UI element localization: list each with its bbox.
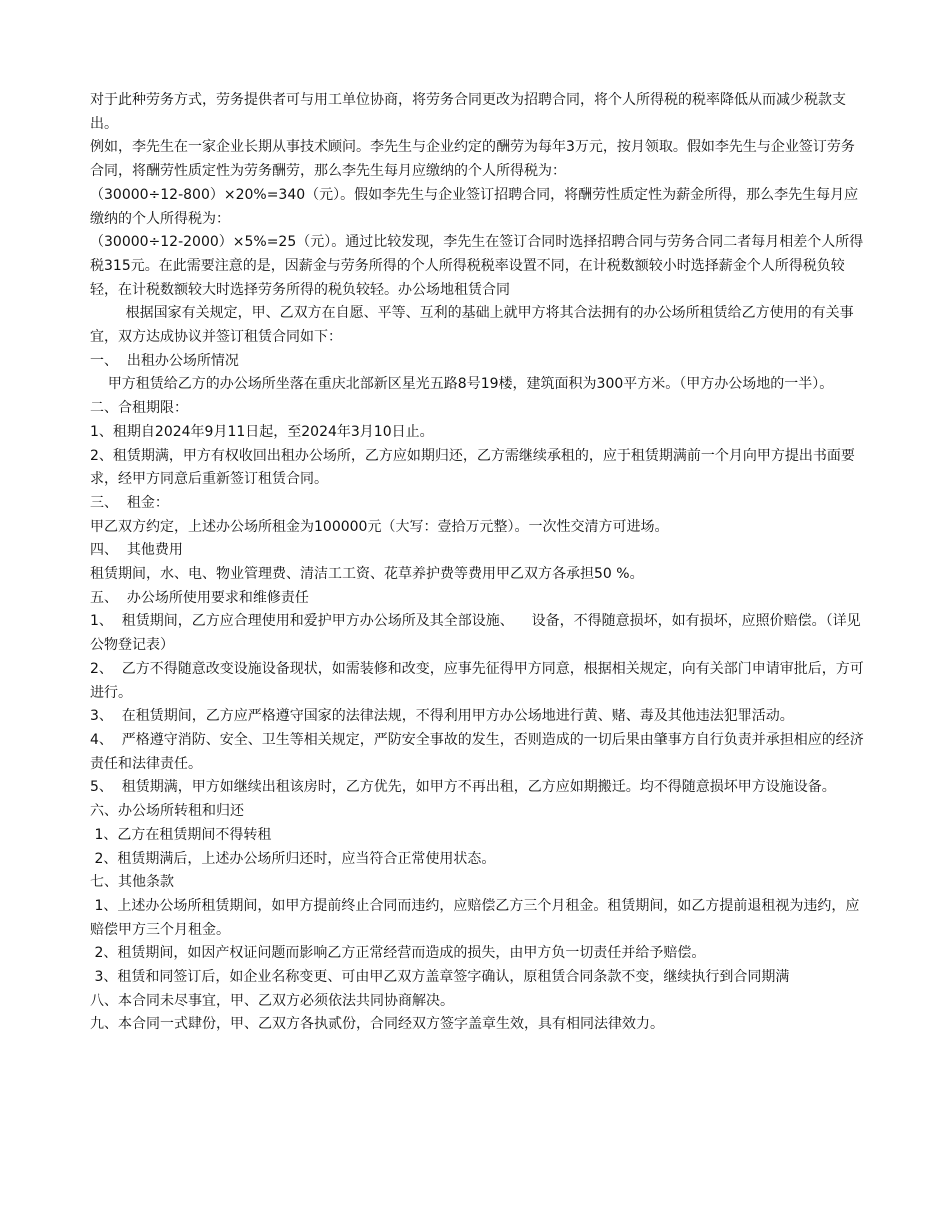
paragraph-example: 例如，李先生在一家企业长期从事技术顾问。李先生与企业约定的酬劳为每年3万元，按月领取。假如李先生与企业签订劳务合同，将酬劳性质定性为劳务酬劳，那么李先生每月应缴纳的个人所得税为：	[90, 139, 855, 180]
clause-2-1: 1、租期自2024年9月11日起，至2024年3月10日止。	[90, 423, 434, 440]
paragraph-other-fees: 租赁期间，水、电、物业管理费、清洁工工资、花草养护费等费用甲乙双方各承担50 %。	[90, 566, 644, 583]
paragraph-premises: 甲方租赁给乙方的办公场所坐落在重庆北部新区星光五路8号19楼，建筑面积为300平方米。（甲方办公场地的一半）。	[90, 376, 834, 393]
clause-7-3: 3、租赁和同签订后，如企业名称变更、可由甲乙双方盖章签字确认，原租赁合同条款不变，继续执行到合同期满	[90, 969, 790, 986]
document-body	[90, 89, 865, 1037]
section-heading-9: 九、本合同一式肆份，甲、乙双方各执贰份，合同经双方签字盖章生效，具有相同法律效力。	[90, 1016, 664, 1033]
paragraph-contract-preamble: 根据国家有关规定，甲、乙双方在自愿、平等、互利的基础上就甲方将其合法拥有的办公场所租赁给乙方使用的有关事宜，双方达成协议并签订租赁合同如下：	[90, 305, 854, 346]
clause-5-4: 4、 严格遵守消防、安全、卫生等相关规定，严防安全事故的发生，否则造成的一切后果由肇事方自行负责并承担相应的经济责任和法律责任。	[90, 731, 864, 772]
section-heading-4: 四、 其他费用	[90, 542, 183, 559]
section-heading-7: 七、其他条款	[90, 874, 174, 891]
paragraph-tax-intro: 对于此种劳务方式，劳务提供者可与用工单位协商，将劳务合同更改为招聘合同，将个人所得税的税率降低从而减少税款支出。	[90, 92, 846, 132]
section-heading-2: 二、合租期限：	[90, 400, 188, 417]
clause-7-1: 1、上述办公场所租赁期间，如甲方提前终止合同而违约，应赔偿乙方三个月租金。租赁期间，如乙方提前退租视为违约，应赔偿甲方三个月租金。	[90, 897, 860, 938]
clause-5-1: 1、 租赁期间，乙方应合理使用和爱护甲方办公场所及其全部设施、 设备，不得随意损坏，如有损坏，应照价赔偿。（详见公物登记表）	[90, 613, 861, 654]
clause-7-2: 2、租赁期间，如因产权证问题而影响乙方正常经营而造成的损失，由甲方负一切责任并给予赔偿。	[90, 945, 706, 962]
clause-5-3: 3、 在租赁期间，乙方应严格遵守国家的法律法规，不得利用甲方办公场地进行黄、赌、毒及其他违法犯罪活动。	[90, 708, 794, 725]
section-heading-1: 一、 出租办公场所情况	[90, 352, 239, 369]
clause-6-2: 2、租赁期满后，上述办公场所归还时，应当符合正常使用状态。	[90, 850, 496, 867]
section-heading-5: 五、 办公场所使用要求和维修责任	[90, 589, 309, 606]
paragraph-salary-calc: （30000÷12-2000）×5%=25（元）。通过比较发现，李先生在签订合同时选择招聘合同与劳务合同二者每月相差个人所得税315元。在此需要注意的是，因薪金与劳务所得的个人所得税税率设置不同，在计税数额较小时选择薪金个人所得税负较轻，在计税数额较大时选择劳务所得的税负较轻。办公场地租赁合同	[90, 234, 864, 298]
clause-6-1: 1、乙方在租赁期间不得转租	[90, 826, 272, 843]
clause-5-2: 2、 乙方不得随意改变设施设备现状，如需装修和改变，应事先征得甲方同意，根据相关规定，向有关部门申请审批后，方可进行。	[90, 660, 864, 701]
clause-5-5: 5、 租赁期满，甲方如继续出租该房时，乙方优先，如甲方不再出租，乙方应如期搬迁。均不得随意损坏甲方设施设备。	[90, 779, 836, 796]
section-heading-8: 八、本合同未尽事宜，甲、乙双方必须依法共同协商解决。	[90, 992, 454, 1009]
clause-2-2: 2、租赁期满，甲方有权收回出租办公场所，乙方应如期归还，乙方需继续承租的，应于租赁期满前一个月向甲方提出书面要求，经甲方同意后重新签订租赁合同。	[90, 447, 855, 488]
paragraph-rent: 甲乙双方约定，上述办公场所租金为100000元（大写：壹拾万元整）。一次性交清方可进场。	[90, 518, 669, 535]
section-heading-3: 三、 租金：	[90, 494, 169, 511]
paragraph-labor-calc: （30000÷12-800）×20%=340（元）。假如李先生与企业签订招聘合同，将酬劳性质定性为薪金所得，那么李先生每月应缴纳的个人所得税为：	[90, 186, 859, 227]
section-heading-6: 六、办公场所转租和归还	[90, 803, 244, 820]
